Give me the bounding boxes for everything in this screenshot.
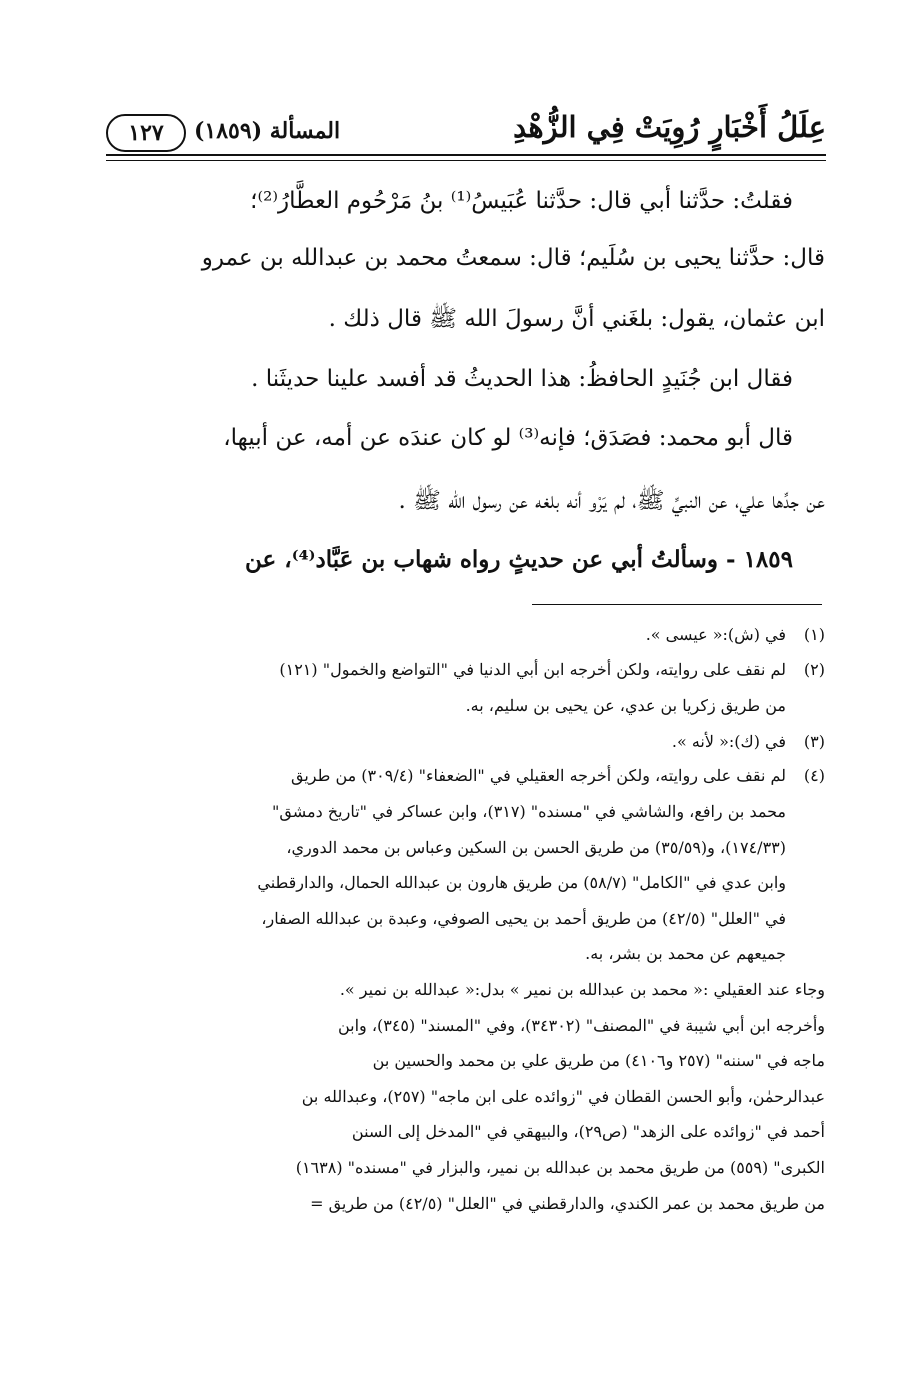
- running-header: [106, 108, 826, 168]
- footnote-4-line-10: عبدالرحمٰن، وأبو الحسن القطان في "زوائده على ابن ماجه" (٢٥٧)، وعبدالله بن: [301, 1087, 825, 1106]
- footnote-1: في (ش):« عيسى ».: [645, 625, 786, 644]
- body-line-3: ابن عثمان، يقول: بلغَني أنَّ رسولَ الله ﷺ قال ذلك .: [328, 306, 825, 332]
- footnote-2-line-1: لم نقف على روايته، ولكن أخرجه ابن أبي الدنيا في "التواضع والخمول" (١٢١): [279, 660, 786, 679]
- page-number: ١٢٧: [106, 114, 186, 152]
- footnote-4-line-6: جميعهم عن محمد بن بشر، به.: [585, 944, 786, 963]
- question-heading: ١٨٥٩ - وسألتُ أبي عن حديثٍ رواه شهاب بن عَبَّاد⁽⁴⁾، عن: [245, 546, 793, 573]
- book-title: عِلَلُ أَخْبَارٍ رُوِيَتْ فِي الزُّهْدِ: [513, 110, 826, 144]
- header-rule-thin: [106, 160, 826, 161]
- footnote-4-line-5: في "العلل" (٤٢/٥) من طريق أحمد بن يحيى الصوفي، وعبدة بن عبدالله الصفار،: [261, 909, 786, 928]
- body-line-1: فقلتُ: حدَّثنا أبي قال: حدَّثنا عُبَيسُ⁽¹⁾ بنُ مَرْحُوم العطَّارُ⁽²⁾؛: [250, 188, 793, 214]
- footnote-4-line-8: وأخرجه ابن أبي شيبة في "المصنف" (٣٤٣٠٢)، وفي "المسند" (٣٤٥)، وابن: [337, 1016, 825, 1035]
- footnote-4-line-3: (١٧٤/٣٣)، و(٣٥/٥٩) من طريق الحسن بن السكين وعباس بن محمد الدوري،: [286, 838, 786, 857]
- footnote-4-number: (٤): [803, 766, 825, 785]
- footnote-1-number: (١): [803, 625, 825, 644]
- footnote-3-number: (٣): [803, 732, 825, 751]
- footnote-4-line-4: وابن عدي في "الكامل" (٥٨/٧) من طريق هارون بن عبدالله الحمال، والدارقطني: [257, 873, 786, 892]
- footnote-4-line-9: ماجه في "سننه" (٢٥٧ و٤١٠٦) من طريق علي بن محمد والحسين بن: [372, 1051, 825, 1070]
- body-line-2: قال: حدَّثنا يحيى بن سُلَيم؛ قال: سمعتُ محمد بن عبدالله بن عمرو: [201, 245, 825, 271]
- issue-label: المسألة (١٨٥٩): [194, 118, 341, 144]
- footnote-4-line-2: محمد بن رافع، والشاشي في "مسنده" (٣١٧)، وابن عساكر في "تاريخ دمشق": [272, 802, 786, 821]
- header-rule-thick: [106, 154, 826, 156]
- footnote-4-line-7: وجاء عند العقيلي :« محمد بن عبدالله بن نمير » بدل:« عبدالله بن نمير ».: [339, 980, 825, 999]
- body-line-6: عن جدِّها علي، عن النبيِّ ﷺ، لم يَرْو أنه بلغه عن رسول الله ﷺ .: [398, 488, 825, 514]
- footnote-2-number: (٢): [803, 660, 825, 679]
- body-line-4: فقال ابن جُنَيدٍ الحافظُ: هذا الحديثُ قد أفسد علينا حديثَنا .: [251, 366, 793, 392]
- footnote-4-line-11: أحمد في "زوائده على الزهد" (ص٢٩)، والبيهقي في "المدخل إلى السنن: [351, 1122, 825, 1141]
- footnote-2-line-2: من طريق زكريا بن عدي، عن يحيى بن سليم، به.: [465, 696, 786, 715]
- footnote-4-line-1: لم نقف على روايته، ولكن أخرجه العقيلي في "الضعفاء" (٣٠٩/٤) من طريق: [291, 766, 786, 785]
- footnote-4-line-13: من طريق محمد بن عمر الكندي، والدارقطني في "العلل" (٤٢/٥) من طريق =: [310, 1194, 825, 1213]
- footnote-3: في (ك):« لأنه ».: [671, 732, 786, 751]
- footnote-separator: [532, 604, 822, 605]
- footnote-4-line-12: الكبرى" (٥٥٩) من طريق محمد بن عبدالله بن نمير، والبزار في "مسنده" (١٦٣٨): [295, 1158, 825, 1177]
- body-line-5: قال أبو محمد: فصَدَق؛ فإنه⁽³⁾ لو كان عندَه عن أمه، عن أبيها،: [223, 425, 793, 451]
